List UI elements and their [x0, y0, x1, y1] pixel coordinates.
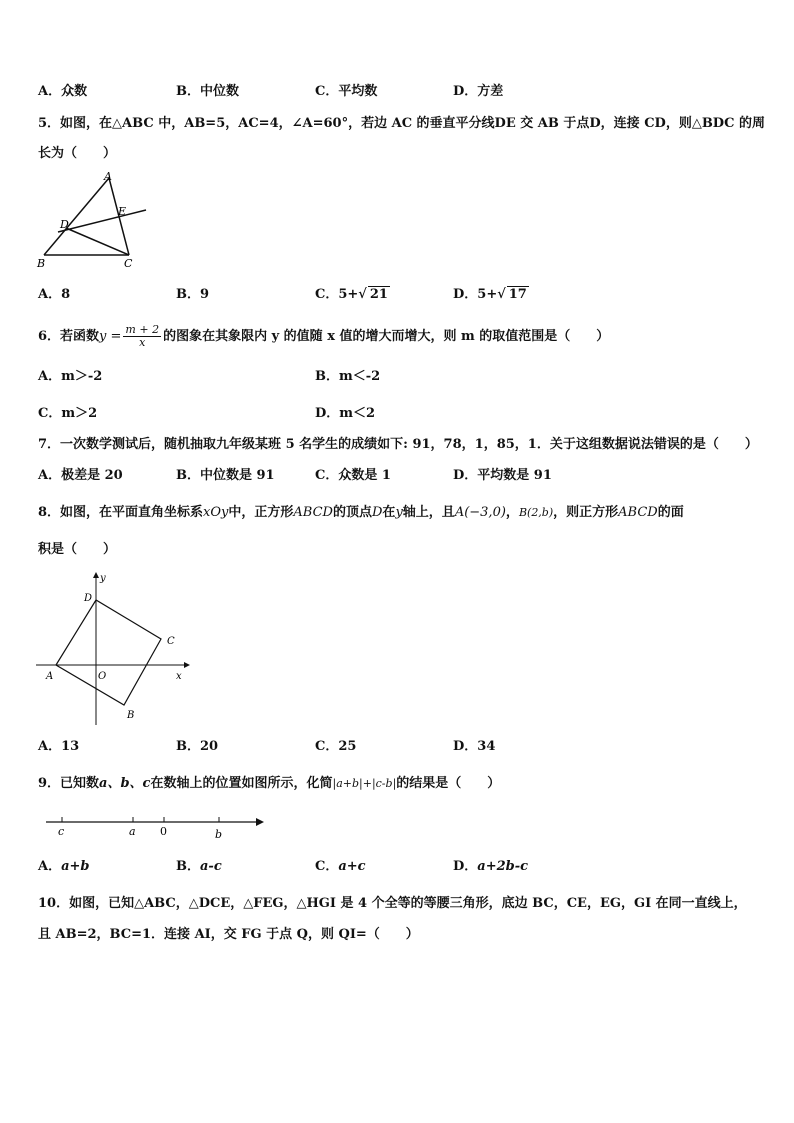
q9-number-line: [44, 812, 266, 840]
q9-label-b: b: [215, 828, 223, 840]
q4-option-a: A．众数: [38, 84, 88, 99]
q7-option-d: D．平均数是 91: [453, 468, 552, 483]
q9-option-b: B．a-c: [176, 859, 222, 874]
q8-option-b: B．20: [176, 739, 219, 754]
q9-stem: 9．已知数a、b、c在数轴上的位置如图所示，化简|a+b|+|c-b|的结果是（ ）: [38, 776, 501, 791]
q9-option-c: C．a+c: [315, 859, 366, 874]
q5-label-e: E: [118, 205, 127, 218]
q8-coordinate-figure: [34, 570, 192, 728]
q8-option-d: D．34: [453, 739, 496, 754]
q7-stem: 7．一次数学测试后，随机抽取九年级某班 5 名学生的成绩如下: 91，78，1，85，1．关于这组数据说法错误的是（ ）: [38, 437, 758, 452]
q7-option-c: C．众数是 1: [315, 468, 391, 483]
q5-label-a: A: [104, 170, 112, 183]
q10-stem-line1: 10．如图，已知△ABC，△DCE，△FEG，△HGI 是 4 个全等的等腰三角形，底边 BC，CE，EG，GI 在同一直线上，: [38, 896, 747, 911]
q4-option-d: D．方差: [453, 84, 504, 99]
q9-label-c: c: [58, 825, 65, 838]
q5-label-c: C: [124, 257, 133, 270]
q9-axis-arrow: [256, 818, 264, 826]
q8-label-b: B: [127, 710, 135, 721]
q4-option-b: B．中位数: [176, 84, 239, 99]
q6-option-a: A．m＞-2: [38, 369, 103, 384]
q9-option-d: D．a+2b-c: [453, 859, 529, 874]
q8-label-c: C: [167, 636, 175, 647]
q6-option-b: B．m＜-2: [315, 369, 381, 384]
q5-option-c: C．5+√ 21: [315, 287, 388, 302]
q9-label-a: a: [129, 825, 136, 838]
q6-stem: 6．若函数y = $\frac{m + 2}{x}$ 的图象在其象限内 y 的值随 x 值的增大而增大，则 m 的取值范围是（ ）: [38, 323, 610, 349]
q5-segment-cd: [66, 228, 129, 255]
q5-label-b: B: [37, 257, 46, 270]
q5-option-a: A．8: [38, 287, 71, 302]
q6-option-d: D．m＜2: [315, 406, 376, 421]
q7-option-b: B．中位数是 91: [176, 468, 275, 483]
q7-option-a: A．极差是 20: [38, 468, 123, 483]
q8-y-axis-arrow: [93, 572, 99, 578]
q9-label-zero: 0: [160, 825, 167, 838]
q8-label-a: A: [46, 671, 54, 682]
q8-x-axis-arrow: [184, 662, 190, 668]
q8-label-d: D: [84, 593, 93, 604]
q8-option-a: A．13: [38, 739, 80, 754]
q8-option-c: C．25: [315, 739, 357, 754]
q5-triangle-figure: [36, 170, 148, 270]
q5-stem-line2: 长为（ ）: [38, 146, 117, 161]
q8-stem-line2: 积是（ ）: [38, 542, 117, 557]
q5-option-d: D．5+√ 17: [453, 287, 527, 302]
q8-label-x: x: [176, 671, 182, 682]
q6-fraction: $\frac{m + 2}{x}$: [125, 323, 160, 349]
q5-segment-de: [58, 210, 146, 232]
q10-stem-line2: 且 AB=2，BC=1．连接 AI，交 FG 于点 Q，则 QI=（ ）: [38, 927, 419, 942]
q5-segment-ab: [44, 178, 109, 255]
q5-stem-line1: 5．如图，在△ABC 中，AB=5，AC=4，∠A=60°，若边 AC 的垂直平分线DE 交 AB 于点D，连接 CD，则△BDC 的周: [38, 116, 765, 131]
q9-option-a: A．a+b: [38, 859, 90, 874]
q8-square-abcd: [56, 600, 161, 705]
q5-label-d: D: [60, 218, 69, 231]
q6-option-c: C．m＞2: [38, 406, 98, 421]
q8-stem-line1: 8．如图，在平面直角坐标系xOy中，正方形ABCD的顶点D在y轴上，且A(−3,0)，B(2,b)，则正方形ABCD的面: [38, 505, 684, 520]
q5-option-b: B．9: [176, 287, 210, 302]
q8-label-o: O: [98, 671, 107, 682]
q8-label-y: y: [100, 573, 106, 584]
q4-option-c: C．平均数: [315, 84, 378, 99]
